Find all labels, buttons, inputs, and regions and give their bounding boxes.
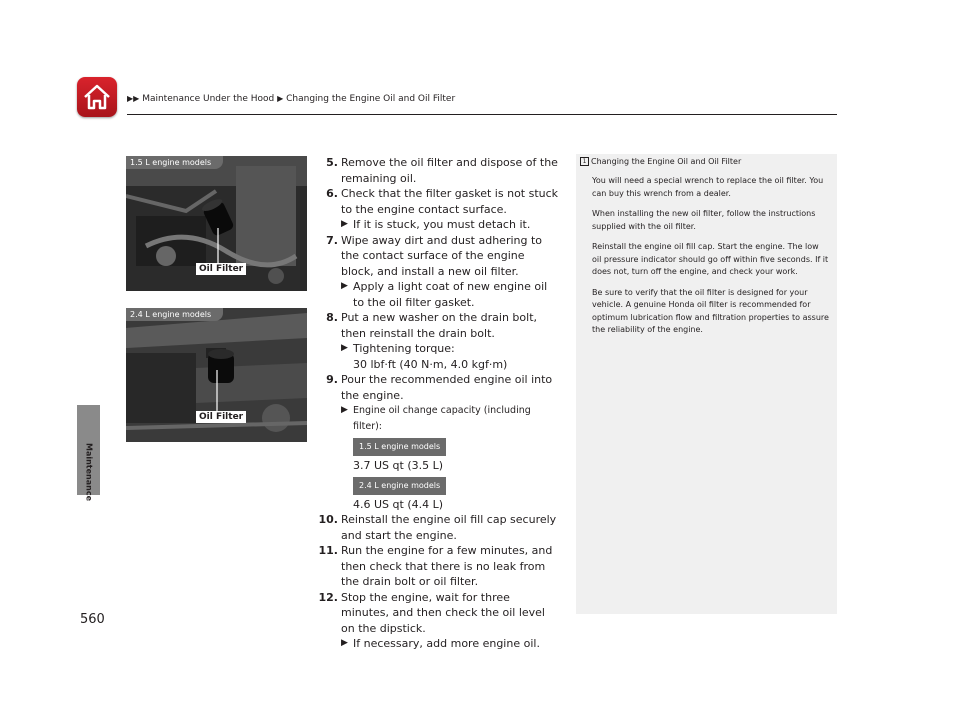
- breadcrumb: [127, 94, 455, 104]
- step-number: 8.: [326, 311, 338, 324]
- step-substep: ▶ If necessary, add more engine oil.: [341, 637, 540, 650]
- breadcrumb-item-oil-change[interactable]: Changing the Engine Oil and Oil Filter: [286, 94, 456, 104]
- step-number: 7.: [326, 233, 338, 247]
- home-icon: [82, 82, 112, 112]
- header-rule: [127, 114, 837, 115]
- step-substep: ▶ Apply a light coat of new engine oil to the oil filter gasket.: [341, 280, 548, 309]
- step-12: [310, 590, 560, 652]
- home-button[interactable]: [77, 77, 117, 117]
- note-paragraph: Be sure to verify that the oil filter is designed for your vehicle. A genuine Honda oil filter is recommended for optimum lubrication flow and filtration properties to assure the reliability of the engine.: [592, 287, 829, 334]
- step-text: Pour the recommended engine oil into the engine.: [341, 373, 553, 402]
- step-number: 11.: [318, 544, 338, 557]
- engine-model-tag: 1.5 L engine models: [126, 156, 223, 169]
- note-icon: 1: [580, 157, 589, 166]
- note-box: [576, 154, 837, 614]
- engine-model-tag: 2.4 L engine models: [126, 308, 223, 321]
- note-body: [592, 175, 830, 345]
- step-11: [310, 543, 560, 590]
- step-number: 12.: [318, 590, 338, 604]
- engine-photo-1: [126, 156, 307, 291]
- engine-model-tag: 2.4 L engine models: [353, 477, 446, 495]
- breadcrumb-arrow-icon: ▶: [277, 94, 284, 103]
- oil-filter-callout: Oil Filter: [196, 411, 246, 423]
- note-paragraph: When installing the new oil filter, follow the instructions supplied with the oil filter.: [592, 209, 816, 231]
- arrow-icon: ▶: [341, 638, 348, 648]
- page-number: 560: [80, 612, 105, 627]
- section-label: Maintenance: [84, 442, 94, 502]
- note-paragraph: Reinstall the engine oil fill cap. Start the engine. The low oil pressure indicator should go off within five seconds. If it does not, turn off the engine, and check your work.: [592, 242, 829, 276]
- note-paragraph: You will need a special wrench to replace the oil filter. You can buy this wrench from a dealer.: [592, 176, 824, 198]
- step-9: [310, 372, 560, 512]
- step-text: Check that the filter gasket is not stuck to the engine contact surface.: [341, 187, 559, 216]
- capacity-value: 4.6 US qt (4.4 L): [353, 497, 444, 511]
- capacity-value: 3.7 US qt (3.5 L): [353, 458, 444, 472]
- step-text: Wipe away dirt and dust adhering to the contact surface of the engine block, and install a new oil filter.: [341, 233, 543, 278]
- note-title: 1 Changing the Engine Oil and Oil Filter: [580, 157, 741, 166]
- step-text: Stop the engine, wait for three minutes, and then check the oil level on the dipstick.: [341, 590, 545, 635]
- step-number: 10.: [318, 513, 338, 526]
- step-number: 5.: [326, 156, 338, 169]
- capacity-entry: [341, 434, 560, 512]
- step-substep: ▶ Tightening torque:: [341, 342, 455, 355]
- torque-value: 30 lbf·ft (40 N·m, 4.0 kgf·m): [353, 357, 508, 371]
- arrow-icon: ▶: [341, 405, 348, 415]
- step-6: [310, 186, 560, 233]
- step-text: Remove the oil filter and dispose of the remaining oil.: [341, 156, 558, 185]
- step-text: Reinstall the engine oil fill cap securely and start the engine.: [341, 513, 557, 542]
- step-10: [310, 512, 560, 543]
- arrow-icon: ▶: [341, 343, 348, 353]
- breadcrumb-arrow-icon: ▶▶: [127, 94, 140, 103]
- oil-filter-callout: Oil Filter: [196, 263, 246, 275]
- step-text: Run the engine for a few minutes, and then check that there is no leak from the drain bolt or oil filter.: [341, 544, 553, 588]
- engine-photo-2: [126, 308, 307, 442]
- step-number: 6.: [326, 187, 338, 200]
- step-number: 9.: [326, 373, 338, 386]
- engine-model-tag: 1.5 L engine models: [353, 438, 446, 456]
- step-text: Put a new washer on the drain bolt, then reinstall the drain bolt.: [341, 311, 538, 340]
- step-5: [310, 155, 560, 186]
- step-7: [310, 233, 560, 311]
- step-substep: ▶ Engine oil change capacity (including filter):: [341, 405, 531, 432]
- arrow-icon: ▶: [341, 219, 348, 229]
- breadcrumb-item-maintenance[interactable]: Maintenance Under the Hood: [142, 94, 275, 104]
- procedure-steps: [310, 155, 560, 652]
- step-8: [310, 310, 560, 372]
- step-substep: ▶ If it is stuck, you must detach it.: [341, 218, 531, 231]
- arrow-icon: ▶: [341, 281, 348, 291]
